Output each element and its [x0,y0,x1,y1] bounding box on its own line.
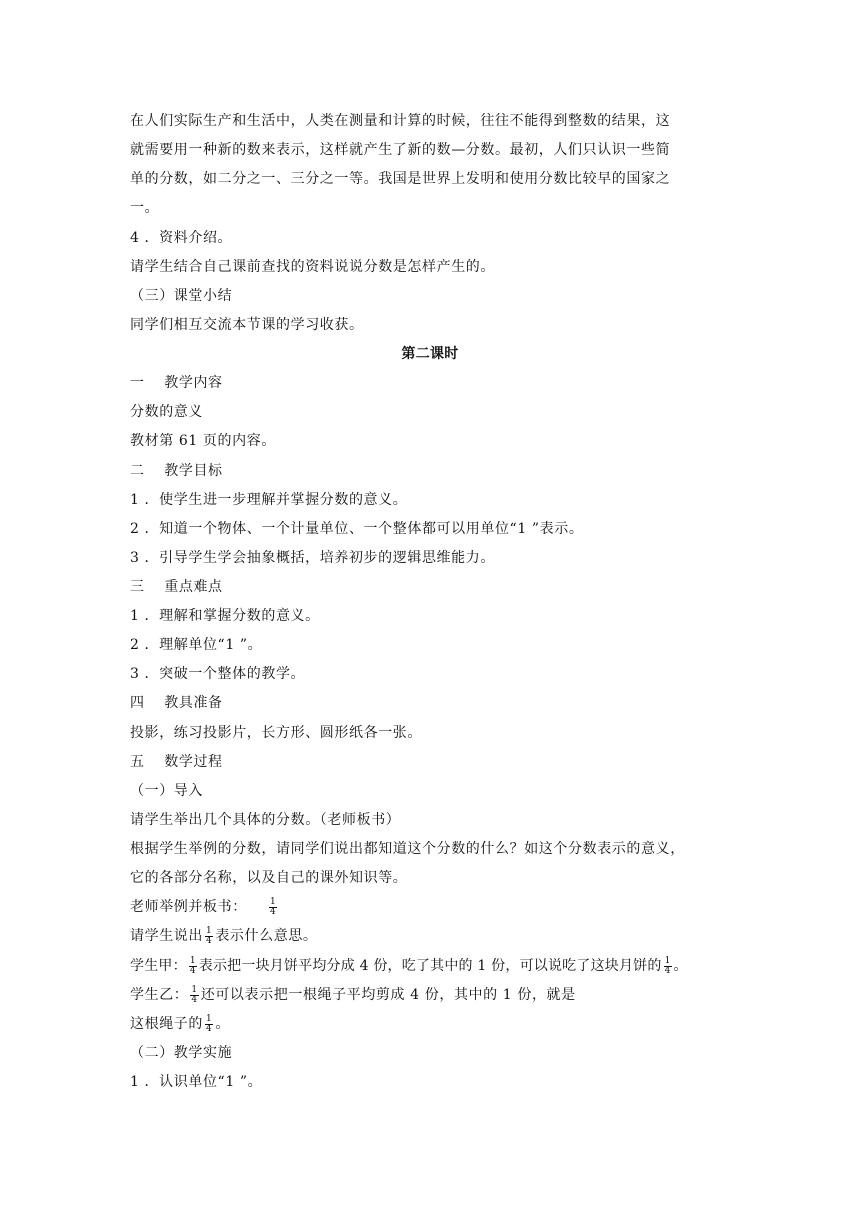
speaker-label: 学生乙： [130,987,189,1003]
text-segment: 。 [673,958,688,974]
paragraph-line: 单的分数，如二分之一、三分之一等。我国是世界上发明和使用分数比较早的国家之 [130,171,671,187]
paragraph-line: 就需要用一种新的数来表示，这样就产生了新的数—分数。最初，人们只认识一些简 [130,142,671,158]
list-item: 3 ．突破一个整体的教学。 [130,666,306,682]
speaker-label: 学生甲： [130,958,187,974]
paragraph-line: 请学生举出几个具体的分数。（老师板书） [130,812,401,828]
fraction-denominator: 4 [191,994,198,1005]
section-heading: （二）教学实施 [130,1045,233,1061]
list-item: 3 ．引导学生学会抽象概括，培养初步的逻辑思维能力。 [130,550,495,566]
paragraph-line: 分数的意义 [130,404,203,420]
paragraph-line: 在人们实际生产和生活中，人类在测量和计算的时候，往往不能得到整数的结果，这 [130,113,671,129]
fraction-numerator: 1 [189,955,196,966]
fraction-quarter [205,1015,213,1034]
section-heading: （三）课堂小结 [130,288,233,304]
section-heading: （一）导入 [130,783,203,799]
paragraph-line: 同学们相互交流本节课的学习收获。 [130,317,364,333]
text-segment: 还可以表示把一根绳子平均剪成 4 份，其中的 1 份，就是 [200,987,576,1003]
section-heading: 一 教学内容 [130,375,223,391]
text-segment: 老师举例并板书： [130,899,247,915]
fraction-numerator: 1 [206,925,213,936]
section-item: 4 ．资料介绍。 [130,230,233,246]
list-item: 2 ．知道一个物体、一个计量单位、一个整体都可以用单位“1 ”表示。 [130,521,584,537]
paragraph-line [130,896,279,918]
fraction-quarter [189,957,197,976]
paragraph-line: 请学生结合自己课前查找的资料说说分数是怎样产生的。 [130,259,495,275]
fraction-numerator: 1 [191,984,198,995]
lesson-title: 第二课时 [401,346,459,362]
paragraph-line: 它的各部分名称，以及自己的课外知识等。 [130,870,408,886]
text-segment: 请学生说出 [130,928,203,944]
section-heading: 五 数学过程 [130,754,223,770]
paragraph-line: 一。 [130,200,160,216]
fraction-denominator: 4 [664,965,671,976]
text-segment: 这根绳子的 [130,1016,203,1032]
fraction-denominator: 4 [206,935,213,946]
fraction-quarter [190,986,198,1005]
list-item: 1 ．使学生进一步理解并掌握分数的意义。 [130,492,408,508]
fraction-quarter [269,898,277,917]
text-segment: 。 [215,1016,230,1032]
fraction-denominator: 4 [189,965,196,976]
fraction-quarter [205,927,213,946]
paragraph-line [130,925,318,947]
paragraph-line: 教材第 61 页的内容。 [130,433,276,449]
paragraph-line [130,955,688,977]
list-item: 2 ．理解单位“1 ”。 [130,637,263,653]
fraction-denominator: 4 [269,906,277,917]
list-item: 1 ．认识单位“1 ”。 [130,1074,263,1090]
list-item: 1 ．理解和掌握分数的意义。 [130,608,320,624]
fraction-denominator: 4 [206,1023,213,1034]
section-heading: 三 重点难点 [130,579,223,595]
paragraph-line [130,984,576,1006]
paragraph-line [130,1013,230,1035]
paragraph-line: 根据学生举例的分数，请同学们说出都知道这个分数的什么？如这个分数表示的意义， [130,841,685,857]
text-segment: 表示把一块月饼平均分成 4 份，吃了其中的 1 份，可以说吃了这块月饼的 [198,958,662,974]
fraction-numerator: 1 [269,896,277,907]
fraction-numerator: 1 [206,1013,213,1024]
paragraph-line: 投影，练习投影片，长方形、圆形纸各一张。 [130,725,422,741]
text-segment: 表示什么意思。 [215,928,318,944]
section-heading: 四 教具准备 [130,695,223,711]
section-heading: 二 教学目标 [130,463,223,479]
fraction-quarter [664,957,672,976]
fraction-numerator: 1 [664,955,671,966]
